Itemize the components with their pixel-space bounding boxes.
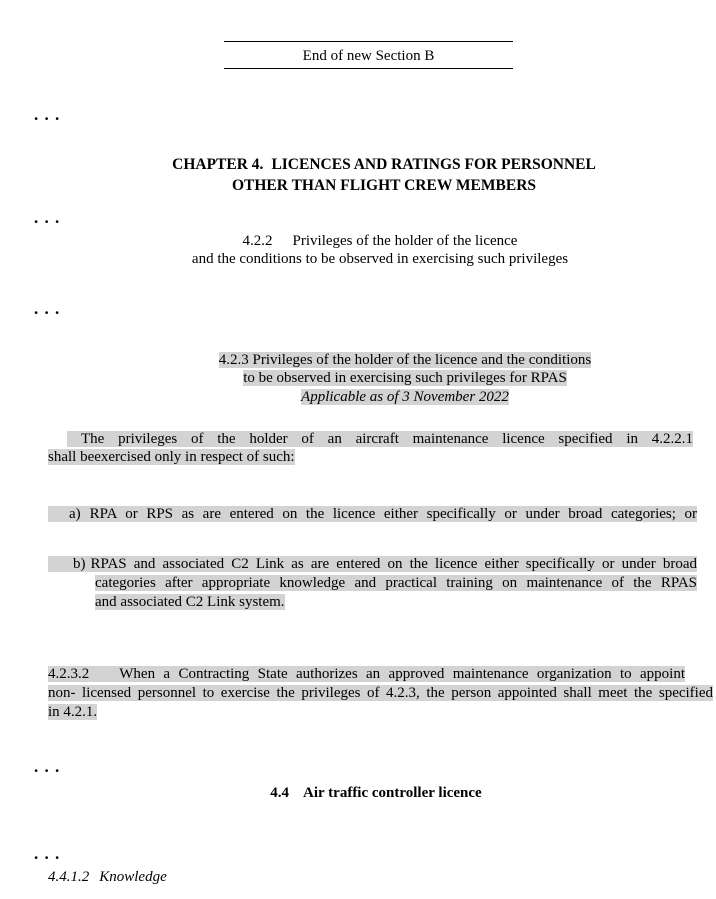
heading-4-2-3-applicability-note [94, 388, 716, 406]
highlighted-text: Applicable as of 3 November 2022 [301, 388, 509, 405]
heading-4-2-2-line2: and the conditions to be observed in exercising such privileges [191, 251, 569, 267]
paragraph-4-4-1-2-title: Knowledge [99, 869, 167, 885]
highlighted-text: shall beexercised only in respect of such: [48, 448, 295, 465]
ellipsis-marker-1: . . . [34, 105, 61, 124]
highlighted-text: and associated C2 Link system. [95, 594, 285, 610]
paragraph-4-2-3-1-text1: The privileges of the holder of an aircraft maintenance licence specified in 4.2.2.1 [81, 431, 693, 447]
highlighted-text [48, 506, 697, 522]
list-item-a-label: a) [69, 506, 81, 522]
paragraph-4-2-3-2 [48, 665, 713, 722]
chapter-number: CHAPTER 4. [172, 156, 264, 173]
heading-4-2-3-line1 [94, 351, 716, 369]
paragraph-4-2-3-1-line1 [48, 431, 693, 449]
heading-4-2-2-number: 4.2.2 [242, 233, 273, 249]
heading-4-2-3-line2 [94, 369, 716, 387]
list-item-b-line1 [48, 555, 697, 574]
ellipsis-marker-3: . . . [34, 299, 61, 318]
highlighted-text [48, 666, 685, 682]
heading-4-2-2 [44, 232, 716, 268]
chapter-heading-line1 [52, 155, 716, 176]
heading-4-4 [36, 785, 716, 802]
ellipsis-marker-5: . . . [34, 844, 61, 863]
list-item-b-text1: RPAS and associated C2 Link as are entered on the licence either specifically or under broad [90, 556, 697, 572]
paragraph-4-2-3-1 [48, 431, 693, 466]
chapter-heading [52, 155, 716, 196]
heading-4-2-2-line1 [44, 232, 716, 250]
paragraph-4-2-3-2-line2 [48, 684, 713, 703]
paragraph-4-2-3-2-text1: When a Contracting State authorizes an approved maintenance organization to appoint [119, 666, 685, 682]
highlighted-text: 4.2.3 Privileges of the holder of the licence and the conditions [218, 352, 592, 368]
paragraph-4-2-3-2-line3 [48, 703, 713, 722]
highlighted-text [67, 431, 693, 447]
paragraph-4-2-3-2-number: 4.2.3.2 [48, 666, 90, 682]
heading-4-4-number: 4.4 [270, 785, 290, 801]
list-item-b-label: b) [73, 556, 86, 572]
ellipsis-marker-4: . . . [34, 757, 61, 776]
section-end-label: End of new Section B [302, 48, 435, 64]
list-item-b [48, 555, 697, 612]
list-item-a [48, 505, 697, 523]
chapter-title-line1: LICENCES AND RATINGS FOR PERSONNEL [271, 156, 596, 173]
list-item-a-text: RPA or RPS as are entered on the licence either specifically or under broad categories; or [89, 506, 697, 522]
heading-4-2-3 [94, 351, 716, 406]
paragraph-4-2-3-2-line1 [48, 665, 685, 684]
section-end-marker [224, 41, 513, 69]
highlighted-text: non- licensed personnel to exercise the privileges of 4.2.3, the person appointed shall meet the specified [48, 685, 713, 701]
highlighted-text [48, 556, 697, 572]
chapter-heading-line2: OTHER THAN FLIGHT CREW MEMBERS [231, 176, 537, 194]
list-item-b-line3 [48, 593, 697, 612]
paragraph-4-4-1-2-number: 4.4.1.2 [48, 869, 90, 885]
list-item-b-line2 [48, 574, 697, 593]
paragraph-4-4-1-2 [48, 869, 167, 886]
ellipsis-marker-2: . . . [34, 208, 61, 227]
highlighted-text: in 4.2.1. [48, 704, 98, 720]
heading-4-2-2-text1: Privileges of the holder of the licence [292, 233, 518, 249]
highlighted-text: to be observed in exercising such privileges for RPAS [243, 370, 567, 387]
paragraph-4-2-3-1-line2 [48, 449, 693, 467]
heading-4-4-title: Air traffic controller licence [303, 785, 482, 801]
highlighted-text: categories after appropriate knowledge and practical training on maintenance of the RPAS [95, 575, 697, 591]
